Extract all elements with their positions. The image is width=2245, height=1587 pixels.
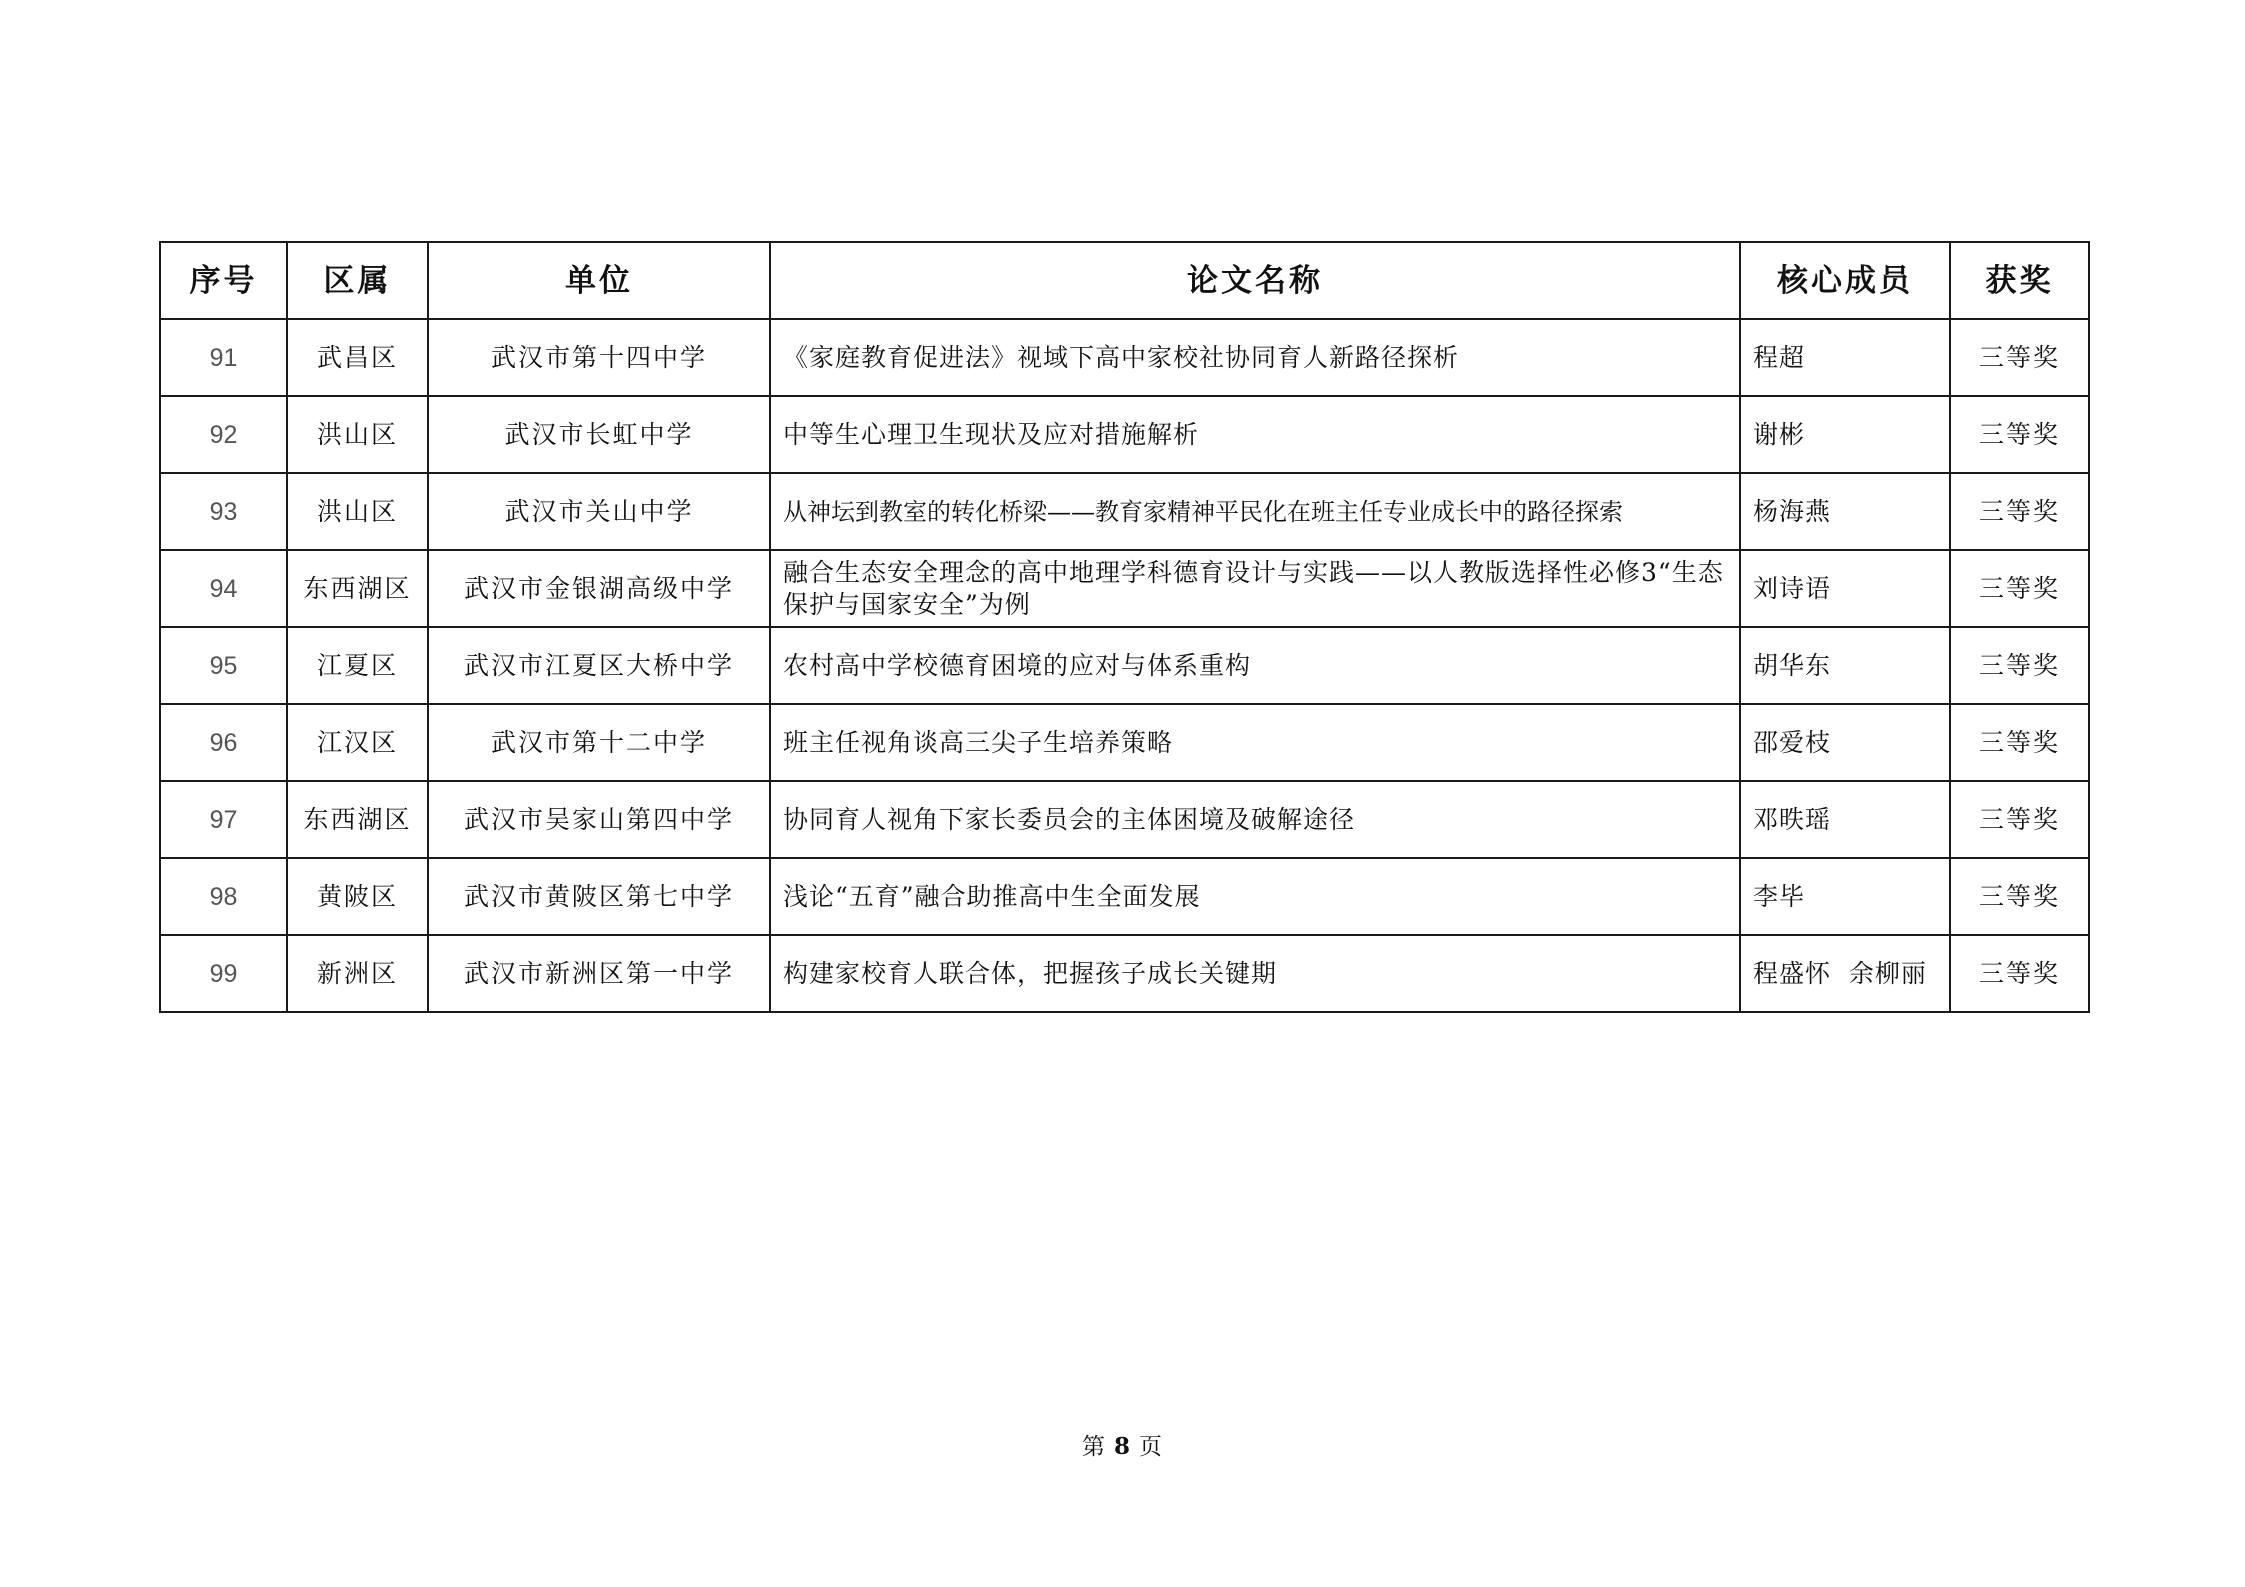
cell-title: 协同育人视角下家长委员会的主体困境及破解途径 — [770, 781, 1740, 858]
header-unit: 单位 — [428, 242, 770, 319]
cell-unit: 武汉市长虹中学 — [428, 396, 770, 473]
cell-seq: 94 — [160, 550, 287, 627]
footer-prefix: 第 — [1081, 1434, 1106, 1460]
table-row — [160, 473, 2089, 550]
cell-district: 洪山区 — [287, 396, 428, 473]
page-number: 8 — [1113, 1433, 1131, 1460]
cell-seq: 98 — [160, 858, 287, 935]
table-row — [160, 781, 2089, 858]
cell-members: 胡华东 — [1740, 627, 1950, 704]
cell-seq: 99 — [160, 935, 287, 1012]
cell-members: 邓昳瑶 — [1740, 781, 1950, 858]
table-row — [160, 627, 2089, 704]
cell-title: 构建家校育人联合体，把握孩子成长关键期 — [770, 935, 1740, 1012]
cell-unit: 武汉市江夏区大桥中学 — [428, 627, 770, 704]
cell-seq: 91 — [160, 319, 287, 396]
table-row — [160, 396, 2089, 473]
cell-seq: 97 — [160, 781, 287, 858]
cell-district: 黄陂区 — [287, 858, 428, 935]
table-row — [160, 935, 2089, 1012]
cell-award: 三等奖 — [1950, 396, 2089, 473]
cell-unit: 武汉市关山中学 — [428, 473, 770, 550]
cell-members: 邵爱枝 — [1740, 704, 1950, 781]
cell-title: 班主任视角谈高三尖子生培养策略 — [770, 704, 1740, 781]
cell-seq: 96 — [160, 704, 287, 781]
cell-unit: 武汉市黄陂区第七中学 — [428, 858, 770, 935]
cell-seq: 93 — [160, 473, 287, 550]
table-row — [160, 704, 2089, 781]
cell-title: 《家庭教育促进法》视域下高中家校社协同育人新路径探析 — [770, 319, 1740, 396]
cell-seq: 95 — [160, 627, 287, 704]
header-seq: 序号 — [160, 242, 287, 319]
cell-award: 三等奖 — [1950, 627, 2089, 704]
cell-award: 三等奖 — [1950, 935, 2089, 1012]
cell-title: 浅论“五育”融合助推高中生全面发展 — [770, 858, 1740, 935]
cell-district: 东西湖区 — [287, 550, 428, 627]
cell-members: 程超 — [1740, 319, 1950, 396]
cell-award: 三等奖 — [1950, 319, 2089, 396]
cell-unit: 武汉市吴家山第四中学 — [428, 781, 770, 858]
header-award: 获奖 — [1950, 242, 2089, 319]
page-footer — [0, 1428, 2245, 1461]
cell-district: 江夏区 — [287, 627, 428, 704]
header-members: 核心成员 — [1740, 242, 1950, 319]
cell-district: 武昌区 — [287, 319, 428, 396]
cell-district: 新洲区 — [287, 935, 428, 1012]
cell-members: 刘诗语 — [1740, 550, 1950, 627]
table-row — [160, 550, 2089, 627]
cell-award: 三等奖 — [1950, 473, 2089, 550]
cell-title: 中等生心理卫生现状及应对措施解析 — [770, 396, 1740, 473]
cell-unit: 武汉市第十二中学 — [428, 704, 770, 781]
cell-unit: 武汉市金银湖高级中学 — [428, 550, 770, 627]
cell-unit: 武汉市第十四中学 — [428, 319, 770, 396]
cell-members: 程盛怀 余柳丽 — [1740, 935, 1950, 1012]
cell-title: 农村高中学校德育困境的应对与体系重构 — [770, 627, 1740, 704]
cell-award: 三等奖 — [1950, 781, 2089, 858]
table-header-row — [160, 242, 2089, 319]
footer-suffix: 页 — [1139, 1434, 1163, 1460]
cell-district: 江汉区 — [287, 704, 428, 781]
cell-district: 东西湖区 — [287, 781, 428, 858]
table-row — [160, 858, 2089, 935]
header-title: 论文名称 — [770, 242, 1740, 319]
cell-members: 杨海燕 — [1740, 473, 1950, 550]
cell-seq: 92 — [160, 396, 287, 473]
table-row — [160, 319, 2089, 396]
cell-award: 三等奖 — [1950, 704, 2089, 781]
cell-award: 三等奖 — [1950, 858, 2089, 935]
cell-members: 李毕 — [1740, 858, 1950, 935]
cell-title: 融合生态安全理念的高中地理学科德育设计与实践——以人教版选择性必修3“生态保护与国家安全”为例 — [770, 550, 1740, 627]
cell-district: 洪山区 — [287, 473, 428, 550]
award-table — [159, 241, 2090, 1013]
cell-members: 谢彬 — [1740, 396, 1950, 473]
header-district: 区属 — [287, 242, 428, 319]
cell-unit: 武汉市新洲区第一中学 — [428, 935, 770, 1012]
cell-award: 三等奖 — [1950, 550, 2089, 627]
cell-title: 从神坛到教室的转化桥梁——教育家精神平民化在班主任专业成长中的路径探索 — [770, 473, 1740, 550]
